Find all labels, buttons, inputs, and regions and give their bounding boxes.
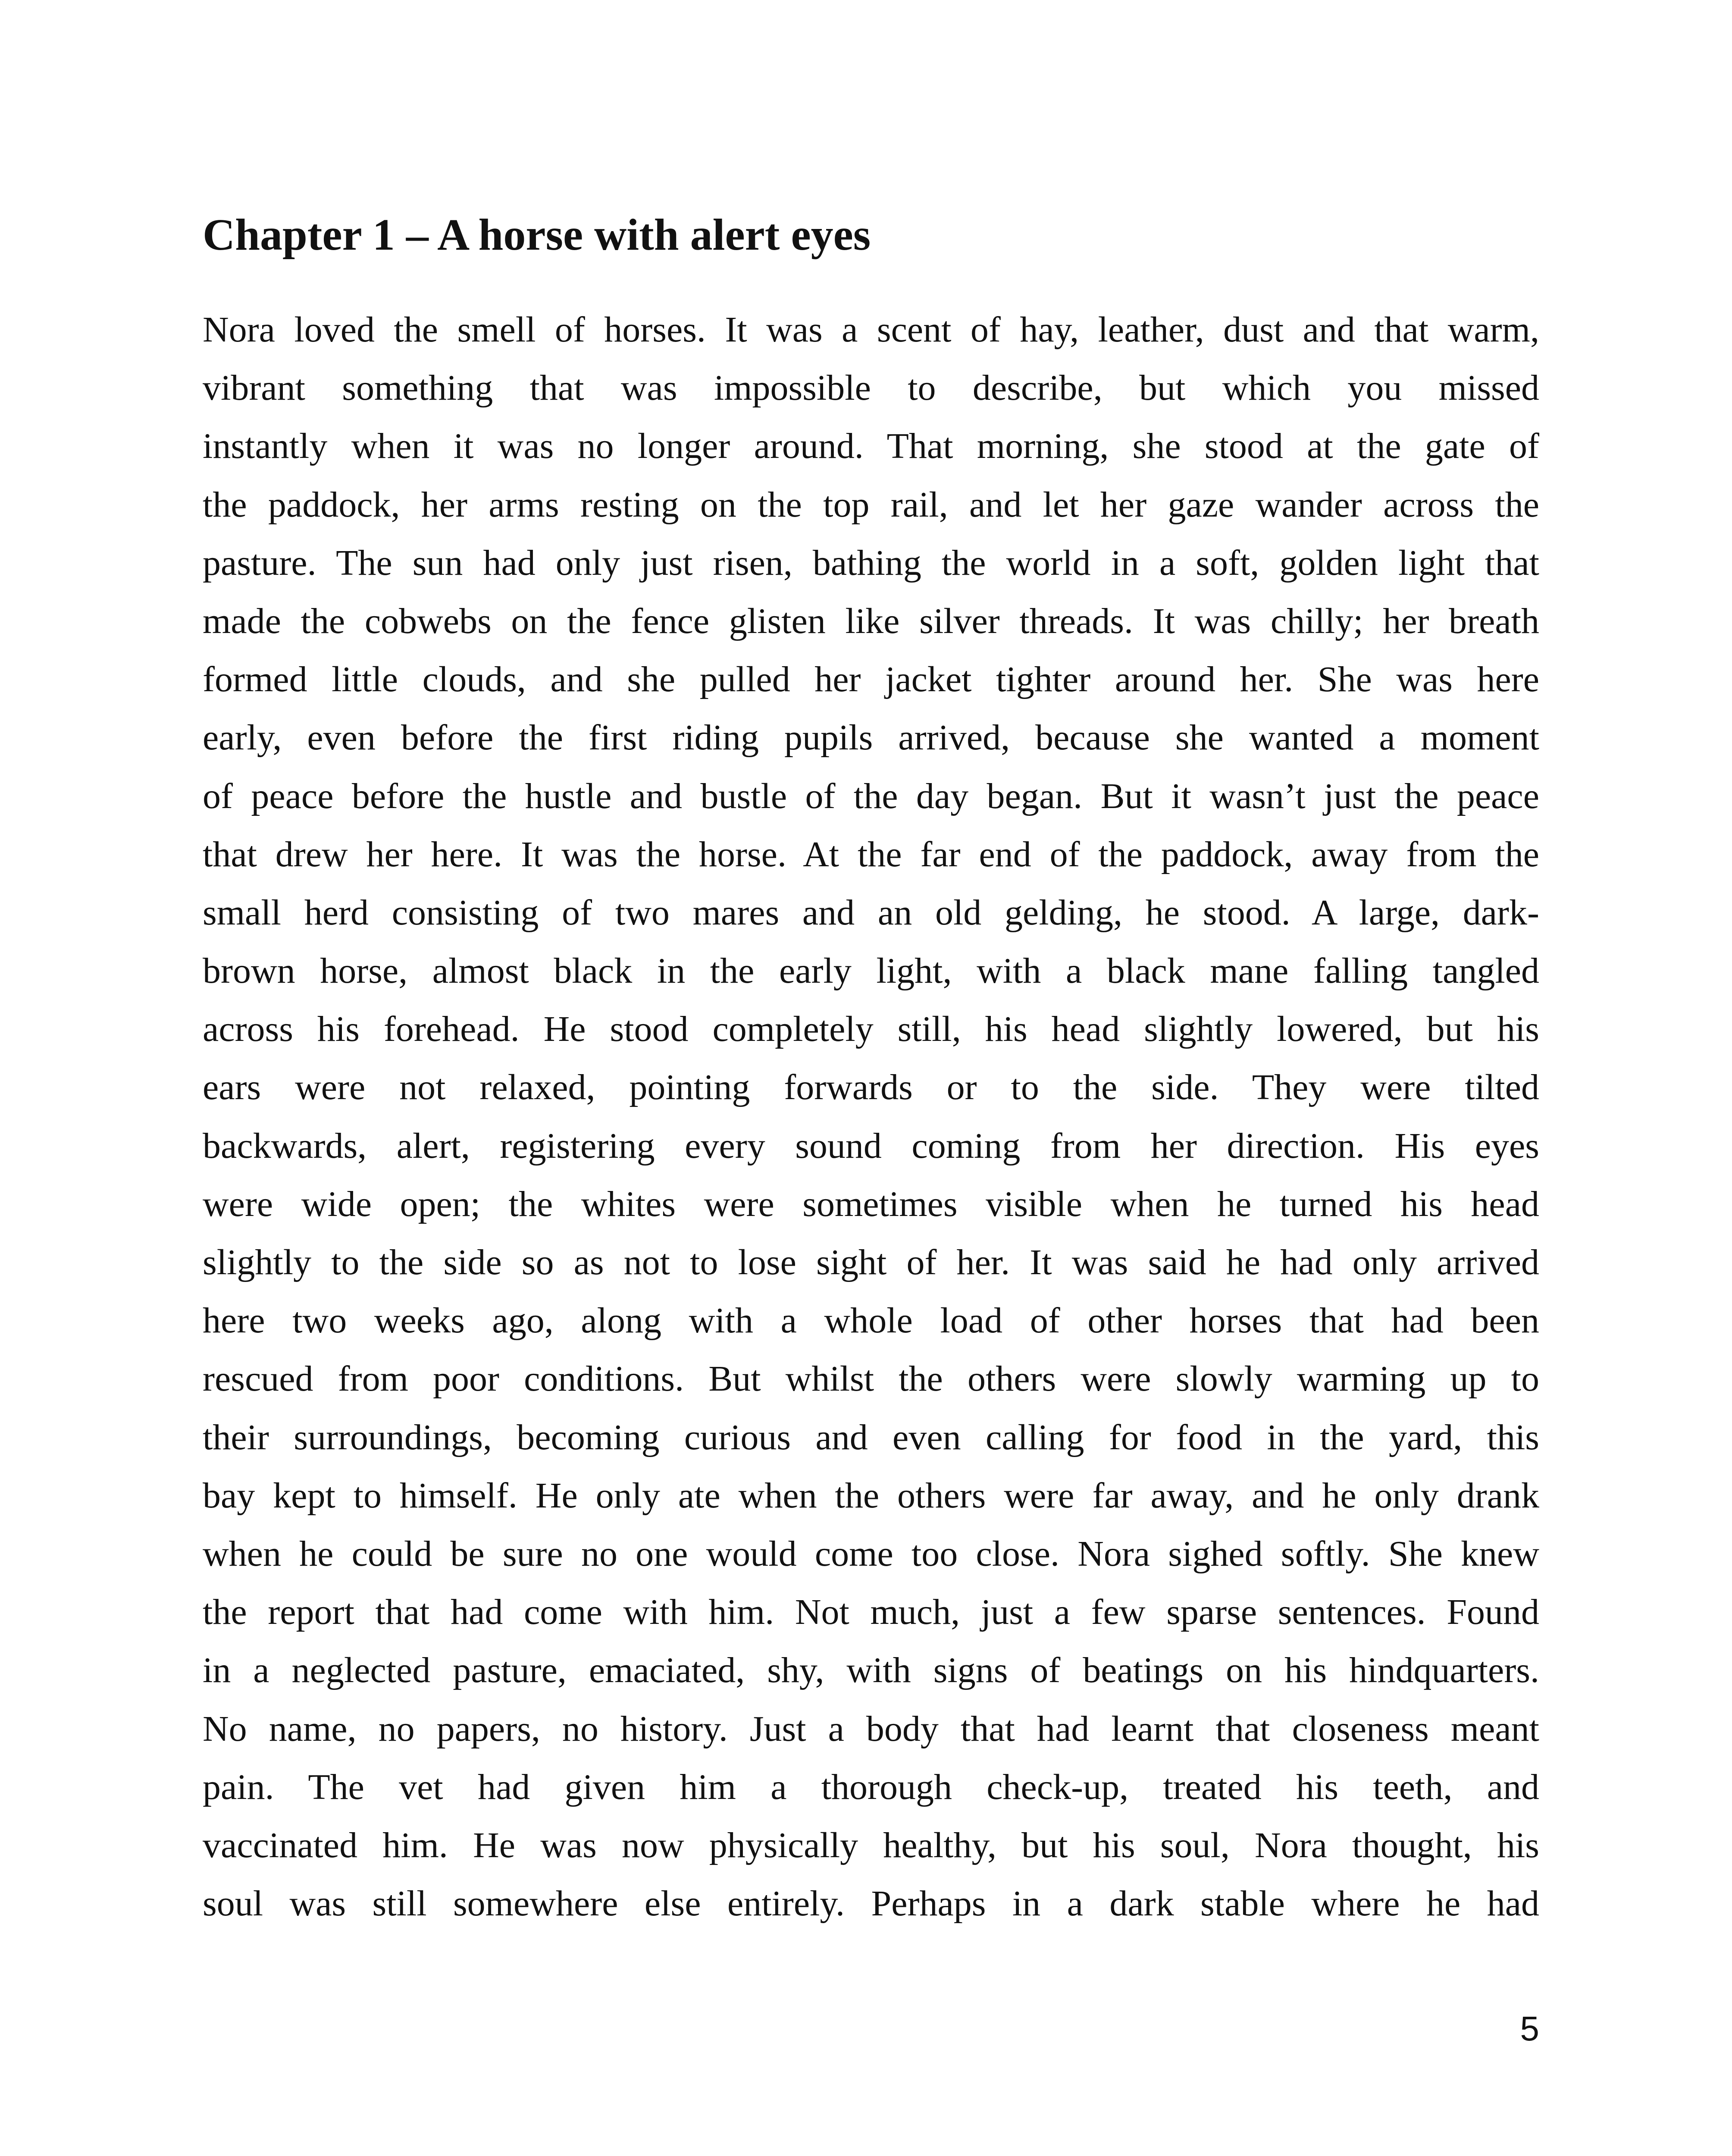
chapter-title: Chapter 1 – A horse with alert eyes — [203, 210, 871, 260]
text-line: rescued from poor conditions. But whilst the others were slowly warming up to — [203, 1359, 1539, 1399]
text-line: in a neglected pasture, emaciated, shy, with signs of beatings on his hindquarters. — [203, 1650, 1539, 1691]
text-line: vaccinated him. He was now physically healthy, but his soul, Nora thought, his — [203, 1825, 1539, 1865]
text-line: vibrant something that was impossible to describe, but which you missed — [203, 368, 1539, 408]
text-line: brown horse, almost black in the early light, with a black mane falling tangled — [203, 951, 1539, 991]
text-line: pasture. The sun had only just risen, bathing the world in a soft, golden light that — [203, 542, 1539, 583]
text-line: bay kept to himself. He only ate when the others were far away, and he only drank — [203, 1475, 1539, 1516]
text-line: made the cobwebs on the fence glisten like silver threads. It was chilly; her breath — [203, 601, 1539, 641]
text-line: across his forehead. He stood completely still, his head slightly lowered, but his — [203, 1009, 1539, 1050]
text-line: the paddock, her arms resting on the top rail, and let her gaze wander across the — [203, 484, 1539, 525]
page-number: 5 — [1520, 2009, 1539, 2048]
text-line: were wide open; the whites were sometimes visible when he turned his head — [203, 1184, 1539, 1224]
text-line: of peace before the hustle and bustle of the day began. But it wasn’t just the peace — [203, 776, 1539, 816]
text-line: small herd consisting of two mares and an old gelding, he stood. A large, dark- — [203, 892, 1539, 933]
text-line: that drew her here. It was the horse. At the far end of the paddock, away from the — [203, 834, 1539, 874]
text-line: their surroundings, becoming curious and even calling for food in the yard, this — [203, 1417, 1539, 1457]
text-line: instantly when it was no longer around. That morning, she stood at the gate of — [203, 426, 1539, 467]
text-line: formed little clouds, and she pulled her jacket tighter around her. She was here — [203, 659, 1539, 700]
text-line: here two weeks ago, along with a whole load of other horses that had been — [203, 1300, 1539, 1341]
text-line: No name, no papers, no history. Just a body that had learnt that closeness meant — [203, 1708, 1539, 1749]
text-line: pain. The vet had given him a thorough check-up, treated his teeth, and — [203, 1767, 1539, 1807]
text-line: Nora loved the smell of horses. It was a scent of hay, leather, dust and that warm, — [203, 310, 1539, 350]
text-line: the report that had come with him. Not much, just a few sparse sentences. Found — [203, 1592, 1539, 1633]
text-line: soul was still somewhere else entirely. Perhaps in a dark stable where he had — [203, 1883, 1539, 1924]
chapter-body-text — [203, 301, 1539, 1933]
text-line: when he could be sure no one would come too close. Nora sighed softly. She knew — [203, 1533, 1539, 1574]
text-line: slightly to the side so as not to lose sight of her. It was said he had only arrived — [203, 1242, 1539, 1282]
text-line: backwards, alert, registering every sound coming from her direction. His eyes — [203, 1125, 1539, 1166]
text-line: ears were not relaxed, pointing forwards or to the side. They were tilted — [203, 1067, 1539, 1108]
text-line: early, even before the first riding pupils arrived, because she wanted a moment — [203, 718, 1539, 758]
